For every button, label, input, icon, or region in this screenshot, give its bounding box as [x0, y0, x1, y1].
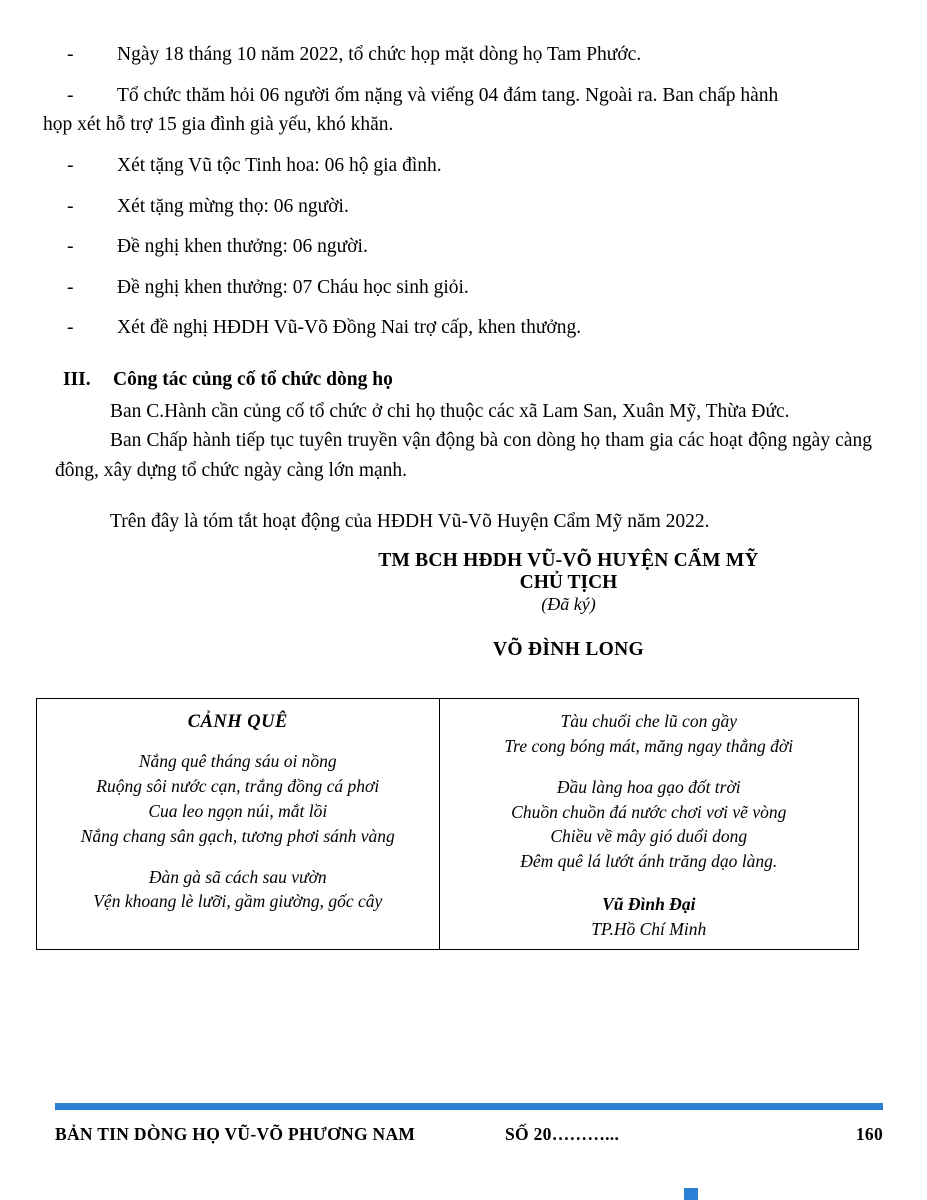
bullet-dash: -	[67, 84, 74, 106]
poem-line: Tre cong bóng mát, măng ngay thẳng đời	[504, 735, 794, 756]
poem-line: Chiều về mây gió duổi dong	[550, 826, 748, 847]
paragraph: Ban Chấp hành tiếp tục tuyên truyền vận động bà con dòng họ tham gia các hoạt động ngày càng đông, xây dựng tổ chức ngày càng lớn mạnh.	[55, 430, 872, 481]
poem-stanza	[454, 775, 844, 874]
poem-stanza	[51, 749, 425, 848]
poem-stanza	[454, 709, 844, 759]
bullet-dash: -	[67, 236, 74, 258]
poem-stanza	[51, 865, 425, 915]
paragraph: Ban C.Hành cần củng cố tổ chức ở chi họ thuộc các xã Lam San, Xuân Mỹ, Thừa Đức.	[110, 401, 790, 422]
poem-line: Tàu chuối che lũ con gầy	[560, 711, 737, 731]
bullet-dash: -	[67, 195, 74, 217]
page-footer	[55, 1124, 883, 1145]
bullet-text: Đề nghị khen thưởng: 07 Cháu học sinh giỏi.	[117, 276, 469, 298]
bullet-text-wrapper	[43, 81, 872, 140]
bullet-text: Xét đề nghị HĐDH Vũ-Võ Đồng Nai trợ cấp, khen thưởng.	[117, 317, 582, 339]
bullet-text-continuation: họp xét hỗ trợ 15 gia đình già yếu, khó khăn.	[43, 114, 394, 136]
bullet-dash: -	[67, 276, 74, 298]
bullet-dash: -	[67, 317, 74, 339]
bullet-text: Ngày 18 tháng 10 năm 2022, tổ chức họp mặt dòng họ Tam Phước.	[117, 44, 642, 65]
list-item	[43, 81, 872, 140]
bullet-text: Đề nghị khen thưởng: 06 người.	[117, 236, 368, 258]
poem-column-right	[440, 699, 858, 949]
signature-block	[55, 550, 872, 661]
poem-author: Vũ Đình Đại	[602, 894, 696, 915]
poem-line: Vện khoang lè lưỡi, gầm giường, gốc cây	[93, 891, 383, 912]
section-number: III.	[63, 369, 91, 390]
page-bottom-bar	[0, 1188, 927, 1200]
poem-line: Đàn gà sã cách sau vườn	[148, 866, 327, 887]
footer-issue-number: SỐ 20………...	[505, 1124, 620, 1144]
poem-line: Ruộng sôi nước cạn, trắng đồng cá phơi	[96, 776, 380, 797]
poem-line: Đầu làng hoa gạo đốt trời	[556, 776, 741, 797]
poem-line: Nắng chang sân gạch, tương phơi sánh vàng	[80, 825, 395, 846]
list-item	[55, 232, 872, 262]
bullet-dash: -	[67, 44, 74, 65]
poem-box	[36, 698, 859, 950]
signature-org: TM BCH HĐDH VŨ-VÕ HUYỆN CẨM MỸ	[378, 550, 759, 571]
footer-publication-title: BẢN TIN DÒNG HỌ VŨ-VÕ PHƯƠNG NAM	[55, 1124, 416, 1144]
poem-line: Cua leo ngọn núi, mắt lồi	[148, 800, 328, 821]
section-heading	[55, 369, 872, 391]
signature-role: CHỦ TỊCH	[519, 572, 618, 593]
bullet-text: Xét tặng Vũ tộc Tinh hoa: 06 hộ gia đình.	[117, 154, 442, 176]
bullet-text: Tổ chức thăm hỏi 06 người ốm nặng và viếng 04 đám tang. Ngoài ra. Ban chấp hành	[117, 84, 779, 106]
list-item	[55, 151, 872, 181]
list-item	[55, 273, 872, 303]
bottom-accent-segment	[684, 1188, 698, 1200]
poem-column-left	[37, 699, 440, 949]
list-item	[55, 192, 872, 222]
signature-signed-note: (Đã ký)	[541, 594, 596, 614]
poem-author-city: TP.Hồ Chí Minh	[591, 918, 707, 939]
poem-line: Đêm quê lá lướt ánh trăng dạo làng.	[520, 851, 778, 872]
bullet-dash: -	[67, 154, 74, 176]
poem-line: Nắng quê tháng sáu oi nồng	[138, 751, 337, 772]
signature-name: VÕ ĐÌNH LONG	[493, 639, 644, 660]
footer-page-number: 160	[855, 1124, 883, 1144]
bullet-text: Xét tặng mừng thọ: 06 người.	[117, 195, 349, 217]
poem-line: Chuồn chuồn đá nước chơi vơi vẽ vòng	[511, 801, 787, 822]
paragraph: Trên đây là tóm tắt hoạt động của HĐDH Vũ-Võ Huyện Cẩm Mỹ năm 2022.	[110, 510, 710, 532]
footer-divider	[55, 1103, 883, 1110]
list-item	[55, 40, 872, 70]
poem-title: CẢNH QUÊ	[187, 712, 288, 732]
section-title: Công tác củng cố tổ chức dòng họ	[113, 369, 393, 390]
list-item	[55, 313, 872, 343]
